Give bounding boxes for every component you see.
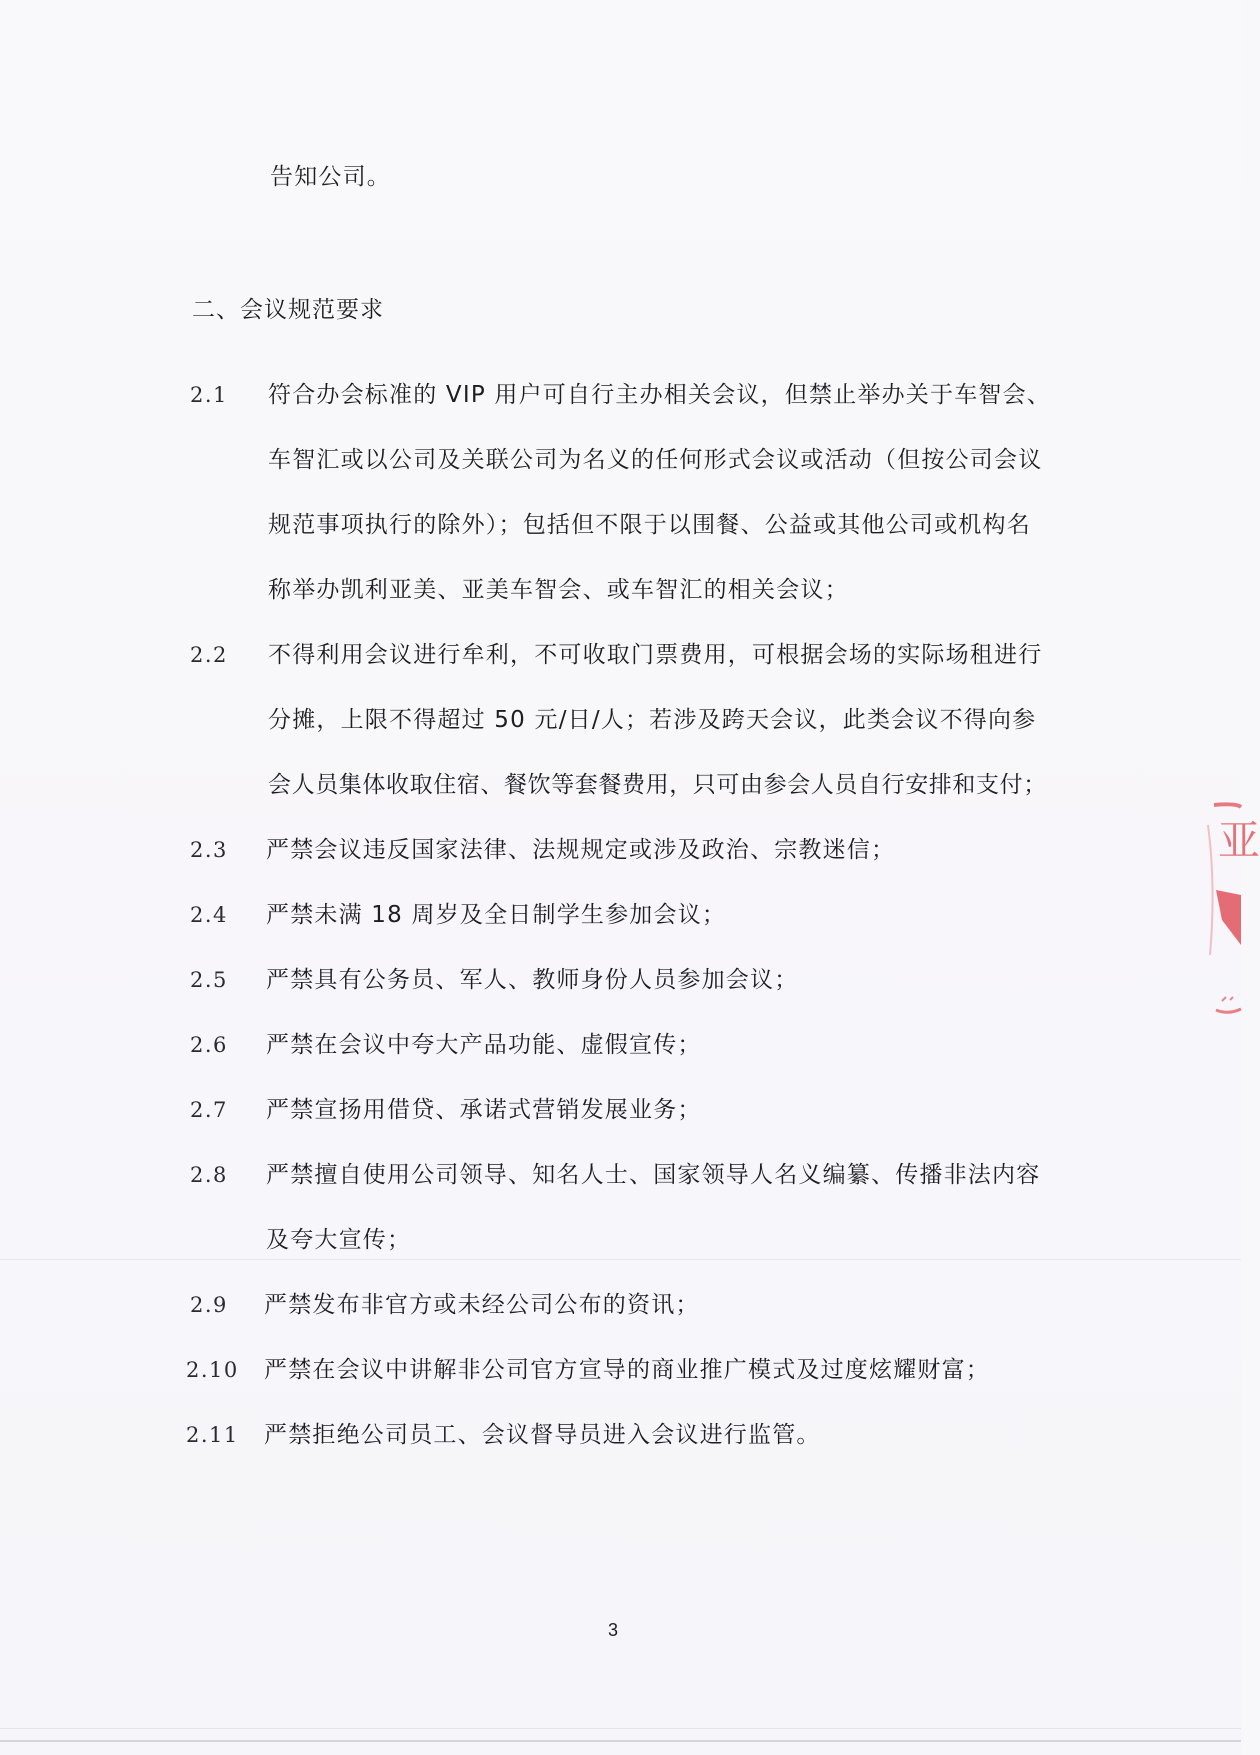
page-number: 3 bbox=[608, 1620, 619, 1640]
item-text-line: 及夸大宣传； bbox=[266, 1227, 412, 1253]
item-number: 2.6 bbox=[190, 1033, 228, 1057]
item-number: 2.4 bbox=[190, 903, 228, 927]
item-number: 2.11 bbox=[186, 1423, 239, 1447]
item-text-line: 符合办会标准的 VIP 用户可自行主办相关会议，但禁止举办关于车智会、 bbox=[268, 382, 1052, 408]
item-number: 2.5 bbox=[190, 968, 228, 992]
item-number: 2.3 bbox=[190, 838, 228, 862]
seal-star-icon bbox=[1216, 890, 1241, 945]
scan-artifact-line bbox=[0, 1259, 1241, 1260]
item-text-line: 不得利用会议进行牟利，不可收取门票费用，可根据会场的实际场租进行 bbox=[268, 642, 1043, 668]
item-text-line: 严禁宣扬用借贷、承诺式营销发展业务； bbox=[266, 1097, 702, 1123]
item-text-line: 称举办凯利亚美、亚美车智会、或车智汇的相关会议； bbox=[268, 577, 849, 603]
scan-artifact-line bbox=[0, 1728, 1241, 1729]
item-text-line: 规范事项执行的除外）；包括但不限于以围餐、公益或其他公司或机构名 bbox=[268, 512, 1031, 538]
company-seal-stamp bbox=[1196, 795, 1260, 1055]
item-text-line: 严禁未满 18 周岁及全日制学生参加会议； bbox=[266, 902, 727, 928]
item-text-line: 会人员集体收取住宿、餐饮等套餐费用，只可由参会人员自行安排和支付； bbox=[268, 772, 1047, 798]
section-heading: 二、会议规范要求 bbox=[192, 297, 384, 323]
item-number: 2.1 bbox=[190, 383, 228, 407]
item-text-line: 分摊，上限不得超过 50 元/日/人；若涉及跨天会议，此类会议不得向参 bbox=[268, 707, 1037, 733]
item-text-line: 严禁在会议中讲解非公司官方宣导的商业推广模式及过度炫耀财富； bbox=[264, 1357, 990, 1383]
item-text-line: 严禁发布非官方或未经公司公布的资讯； bbox=[264, 1292, 700, 1318]
item-number: 2.8 bbox=[190, 1163, 228, 1187]
item-text-line: 严禁拒绝公司员工、会议督导员进入会议进行监管。 bbox=[264, 1422, 821, 1448]
scan-artifact-line bbox=[0, 1740, 1241, 1742]
item-text-line: 严禁在会议中夸大产品功能、虚假宣传； bbox=[266, 1032, 702, 1058]
continuation-text: 告知公司。 bbox=[270, 164, 391, 190]
seal-glyph: 亚 bbox=[1218, 816, 1260, 865]
item-number: 2.2 bbox=[190, 643, 228, 667]
item-text-line: 严禁会议违反国家法律、法规规定或涉及政治、宗教迷信； bbox=[266, 837, 896, 863]
item-text-line: 严禁擅自使用公司领导、知名人士、国家领导人名义编纂、传播非法内容 bbox=[266, 1162, 1041, 1188]
item-number: 2.9 bbox=[190, 1293, 228, 1317]
item-number: 2.10 bbox=[186, 1358, 239, 1382]
item-number: 2.7 bbox=[190, 1098, 228, 1122]
item-text-line: 车智汇或以公司及关联公司为名义的任何形式会议或活动（但按公司会议 bbox=[268, 447, 1043, 473]
item-text-line: 严禁具有公务员、军人、教师身份人员参加会议； bbox=[266, 967, 799, 993]
